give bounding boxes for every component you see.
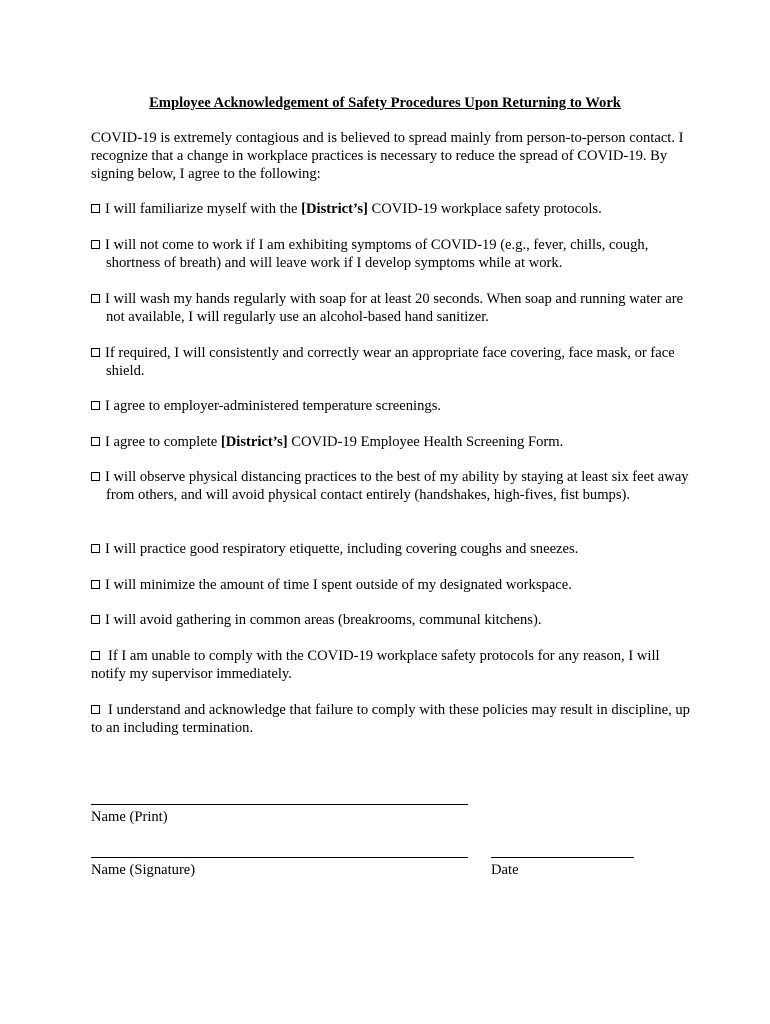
name-print-line[interactable] [91, 804, 468, 805]
checkbox[interactable] [91, 544, 100, 553]
item-text-post: COVID-19 workplace safety protocols. [367, 201, 602, 217]
item-text-bold: [District’s] [220, 434, 288, 450]
checkbox[interactable] [91, 294, 100, 303]
item-text-post: COVID-19 Employee Health Screening Form. [287, 434, 564, 450]
item-text: I will wash my hands regularly with soap for at least 20 seconds. When soap and running water are not available, I will regularly use an alcohol-based hand sanitizer. [105, 291, 684, 325]
checklist-item [91, 468, 696, 504]
item-text: I will avoid gathering in common areas (breakrooms, communal kitchens). [105, 612, 542, 628]
item-text: I will practice good respiratory etiquette, including covering coughs and sneezes. [105, 541, 579, 557]
checkbox[interactable] [91, 401, 100, 410]
checklist-item [91, 701, 691, 737]
document-title: Employee Acknowledgement of Safety Procedures Upon Returning to Work [149, 95, 621, 111]
checkbox[interactable] [91, 615, 100, 624]
intro-paragraph: COVID-19 is extremely contagious and is believed to spread mainly from person-to-person contact. I recognize that a change in workplace practices is necessary to reduce the spread of COVID-19. By signing below, I agree to the following: [91, 130, 684, 182]
item-text: I agree to employer-administered temperature screenings. [105, 398, 442, 414]
item-text-bold: [District’s] [301, 201, 368, 217]
name-signature-line[interactable] [91, 857, 468, 858]
checklist-item [91, 540, 691, 558]
checkbox[interactable] [91, 348, 100, 357]
checklist-item [91, 576, 691, 594]
item-text: I understand and acknowledge that failure to comply with these policies may result in discipline, up to an including termination. [91, 702, 690, 736]
item-text: If I am unable to comply with the COVID-19 workplace safety protocols for any reason, I will notify my supervisor immediately. [91, 648, 660, 682]
checkbox[interactable] [91, 204, 100, 213]
item-text: If required, I will consistently and correctly wear an appropriate face covering, face mask, or face shield. [105, 345, 675, 379]
checkbox[interactable] [91, 580, 100, 589]
checkbox[interactable] [91, 705, 100, 714]
checklist-item [91, 397, 691, 415]
checklist-item [91, 290, 696, 326]
date-label: Date [491, 862, 519, 878]
checklist-item [91, 433, 691, 451]
item-text: I will minimize the amount of time I spent outside of my designated workspace. [105, 577, 572, 593]
checklist-item [91, 344, 696, 380]
date-line[interactable] [491, 857, 634, 858]
checklist-item [91, 647, 691, 683]
checklist-item [91, 611, 691, 629]
checkbox[interactable] [91, 240, 100, 249]
item-text: I will not come to work if I am exhibiting symptoms of COVID-19 (e.g., fever, chills, cough, shortness of breath) and will leave work if I develop symptoms while at work. [105, 237, 649, 271]
item-text: I will observe physical distancing practices to the best of my ability by staying at least six feet away from others, and will avoid physical contact entirely (handshakes, high-fives, fist bumps). [105, 469, 689, 503]
name-print-label: Name (Print) [91, 809, 168, 825]
checkbox[interactable] [91, 651, 100, 660]
checklist-item [91, 236, 696, 272]
checklist-item [91, 200, 691, 218]
checkbox[interactable] [91, 437, 100, 446]
item-text-pre: I will familiarize myself with the [105, 201, 302, 217]
name-signature-label: Name (Signature) [91, 862, 196, 878]
checkbox[interactable] [91, 472, 100, 481]
item-text-pre: I agree to complete [105, 434, 221, 450]
